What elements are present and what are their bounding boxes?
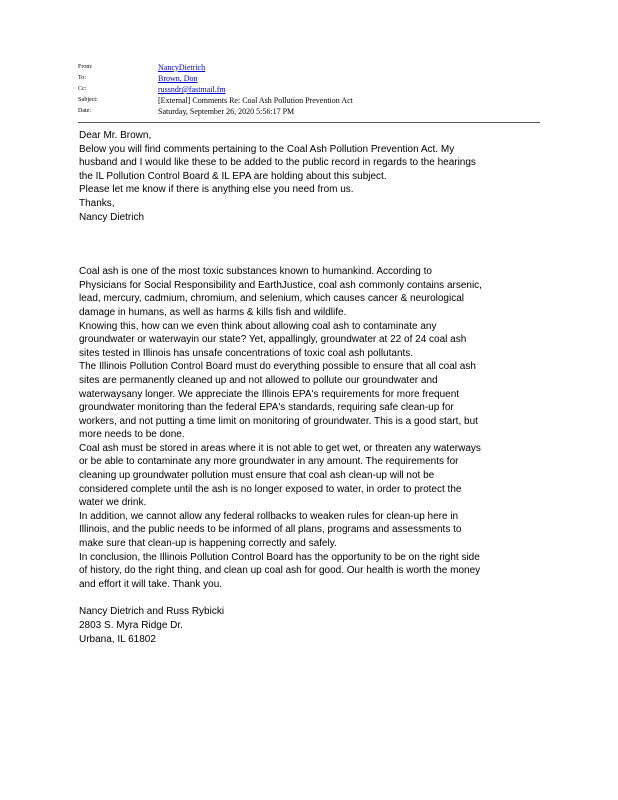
email-body bbox=[79, 129, 549, 646]
cc-label: Cc: bbox=[78, 86, 87, 92]
date-label: Date: bbox=[78, 108, 91, 114]
body-line: waterwaysany longer. We appreciate the Illinois EPA's requirements for more frequent bbox=[79, 388, 460, 400]
body-line: lead, mercury, cadmium, chromium, and selenium, which causes cancer & neurological bbox=[79, 293, 464, 305]
subject-value: [External] Comments Re: Coal Ash Pollution Prevention Act bbox=[158, 96, 353, 105]
body-line: Nancy Dietrich bbox=[79, 211, 145, 223]
email-header bbox=[78, 62, 538, 117]
body-line: the IL Pollution Control Board & IL EPA are holding about this subject. bbox=[79, 170, 387, 182]
spacer bbox=[79, 224, 549, 265]
body-line: or be able to contaminate any more groundwater in any amount. The requirements for bbox=[79, 456, 459, 468]
comments-section bbox=[79, 265, 549, 591]
body-line: make sure that clean-up is happening correctly and safely. bbox=[79, 538, 337, 550]
signature-street: 2803 S. Myra Ridge Dr. bbox=[79, 620, 183, 631]
signature-names: Nancy Dietrich and Russ Rybicki bbox=[79, 606, 225, 618]
to-label: To: bbox=[78, 75, 86, 81]
body-line: groundwater or waterwayin our state? Yet, appallingly, groundwater at 22 of 24 coal ash bbox=[79, 334, 467, 346]
body-line: The Illinois Pollution Control Board must do everything possible to ensure that all coal ash bbox=[79, 361, 476, 373]
body-line: In conclusion, the Illinois Pollution Control Board has the opportunity to be on the right side bbox=[79, 551, 480, 563]
body-line: Please let me know if there is anything else you need from us. bbox=[79, 184, 354, 196]
cc-link[interactable]: russndr@fastmail.fm bbox=[158, 85, 226, 94]
body-line: Illinois, and the public needs to be informed of all plans, programs and assessments to bbox=[79, 524, 462, 536]
body-line: Coal ash is one of the most toxic substances known to humankind. According to bbox=[79, 266, 432, 278]
spacer bbox=[79, 591, 549, 605]
body-line: Coal ash must be stored in areas where it is not able to get wet, or threaten any waterways bbox=[79, 442, 481, 454]
body-line: groundwater monitoring than the federal EPA's standards, requiring safe clean-up for bbox=[79, 402, 454, 414]
to-link[interactable]: Brown, Don bbox=[158, 74, 198, 83]
body-line: husband and I would like these to be added to the public record in regards to the hearings bbox=[79, 157, 476, 169]
header-divider bbox=[78, 122, 540, 123]
body-line: workers, and not putting a time limit on monitoring of groundwater. This is a good start, but bbox=[79, 415, 478, 427]
body-line: of history, do the right thing, and clean up coal ash for good. Our health is worth the money bbox=[79, 565, 481, 577]
cc-row bbox=[78, 84, 538, 95]
signature-block bbox=[79, 605, 549, 646]
signature-city: Urbana, IL 61802 bbox=[79, 633, 156, 645]
subject-label: Subject: bbox=[78, 97, 98, 103]
to-row bbox=[78, 73, 538, 84]
body-line: and effort it will take. Thank you. bbox=[79, 578, 223, 590]
from-label: From: bbox=[78, 64, 93, 70]
body-line: Thanks, bbox=[79, 197, 115, 209]
subject-row bbox=[78, 95, 538, 106]
body-line: In addition, we cannot allow any federal rollbacks to weaken rules for clean-up here in bbox=[79, 510, 459, 522]
body-line: damage in humans, as well as harms & kills fish and wildlife. bbox=[79, 306, 347, 318]
body-line: Below you will find comments pertaining to the Coal Ash Pollution Prevention Act. My bbox=[79, 143, 455, 155]
body-line: Knowing this, how can we even think about allowing coal ash to contaminate any bbox=[79, 320, 437, 332]
body-line: Physicians for Social Responsibility and EarthJustice, coal ash commonly contains arsenic, bbox=[79, 279, 482, 291]
body-line: cleaning up groundwater pollution must ensure that coal ash clean-up will not be bbox=[79, 470, 435, 482]
body-line: sites tested in Illinois has unsafe concentrations of toxic coal ash pollutants. bbox=[79, 347, 414, 359]
body-line: sites are permanently cleaned up and not allowed to pollute our groundwater and bbox=[79, 374, 438, 386]
body-line: water we drink. bbox=[79, 497, 147, 509]
from-link[interactable]: NancyDietrich bbox=[158, 63, 206, 72]
from-row bbox=[78, 62, 538, 73]
body-line: considered complete until the ash is no longer exposed to water, in order to protect the bbox=[79, 483, 462, 495]
date-row bbox=[78, 106, 538, 117]
intro-section bbox=[79, 129, 549, 224]
date-value: Saturday, September 26, 2020 5:56:17 PM bbox=[158, 107, 295, 116]
body-line: Dear Mr. Brown, bbox=[79, 130, 152, 141]
body-line: more needs to be done. bbox=[79, 429, 185, 441]
